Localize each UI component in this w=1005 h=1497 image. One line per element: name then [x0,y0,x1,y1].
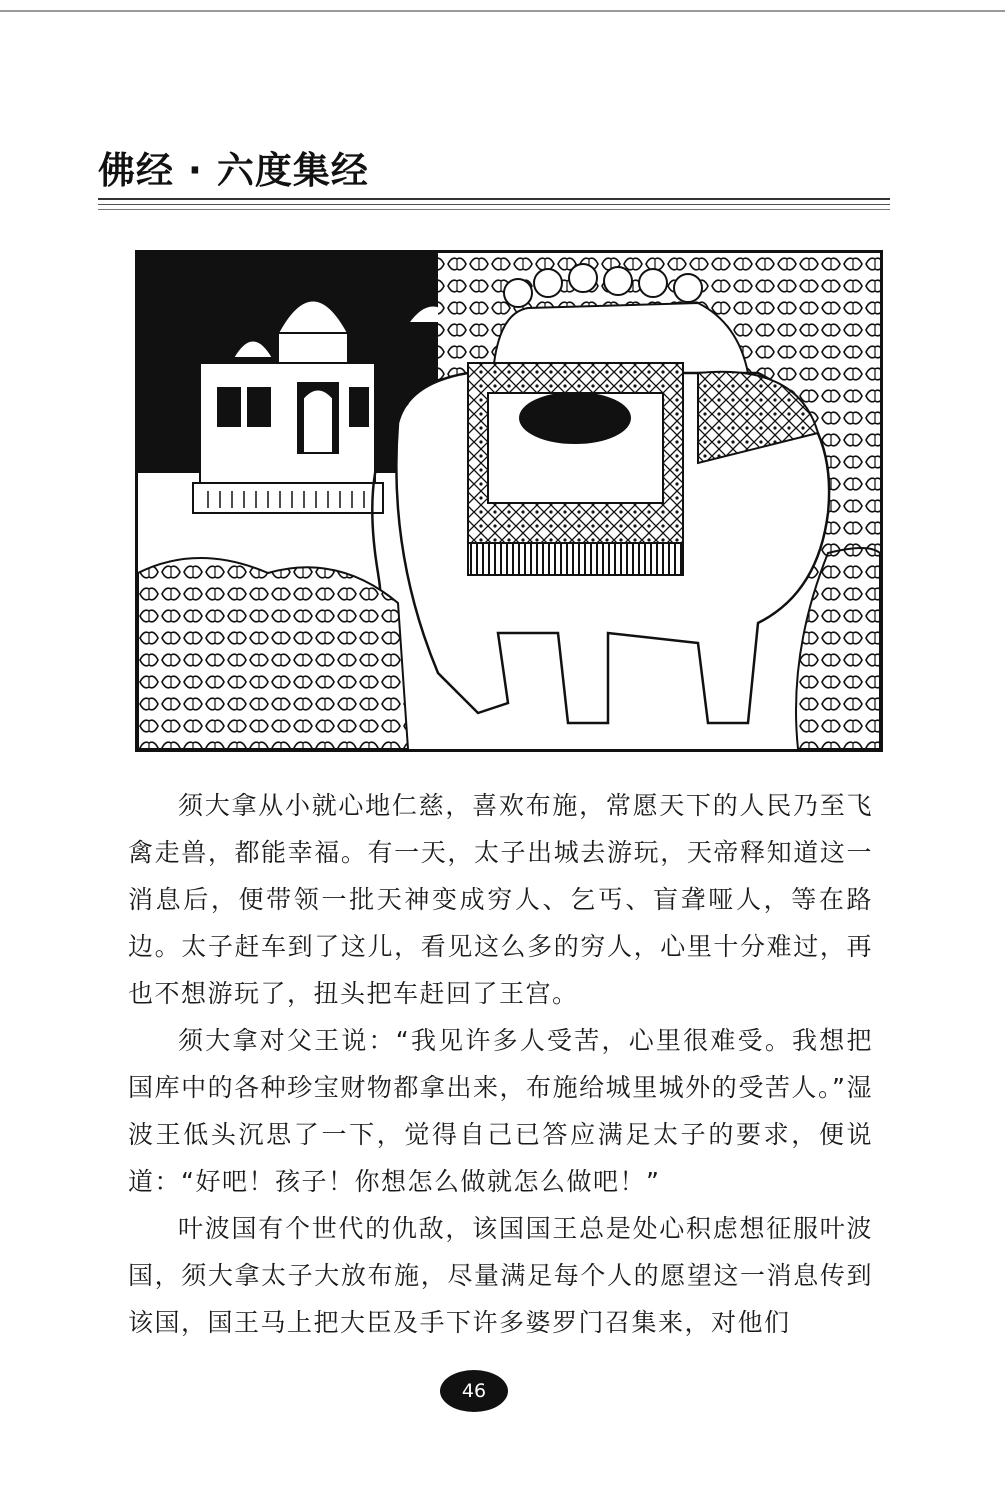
paragraph: 叶波国有个世代的仇敌，该国国王总是处心积虑想征服叶波国，须大拿太子大放布施，尽量满足每个人的愿望这一消息传到该国，国王马上把大臣及手下许多婆罗门召集来，对他们 [128,1214,873,1337]
body-text [128,782,873,1346]
running-header-title: 佛经 · 六度集经 [98,149,369,192]
paragraph: 须大拿对父王说：“我见许多人受苦，心里很难受。我想把国库中的各种珍宝财物都拿出来，布施给城里城外的受苦人。”湿波王低头沉思了一下，觉得自己已答应满足太子的要求，便说道：“好吧！孩子！你想怎么做就怎么做吧！” [128,1026,873,1196]
header-rule [98,198,890,200]
paragraph: 须大拿从小就心地仁慈，喜欢布施，常愿天下的人民乃至飞禽走兽，都能幸福。有一天，太子出城去游玩，天帝释知道这一消息后，便带领一批天神变成穷人、乞丐、盲聋哑人，等在路边。太子赶车到了这儿，看见这么多的穷人，心里十分难过，再也不想游玩了，扭头把车赶回了王宫。 [128,791,873,1008]
top-border-rule [0,10,1005,12]
header-rule [98,209,890,210]
header-rule [98,204,890,205]
page-number-badge: 46 [440,1370,508,1412]
elephant-procession-illustration-icon [135,250,883,752]
